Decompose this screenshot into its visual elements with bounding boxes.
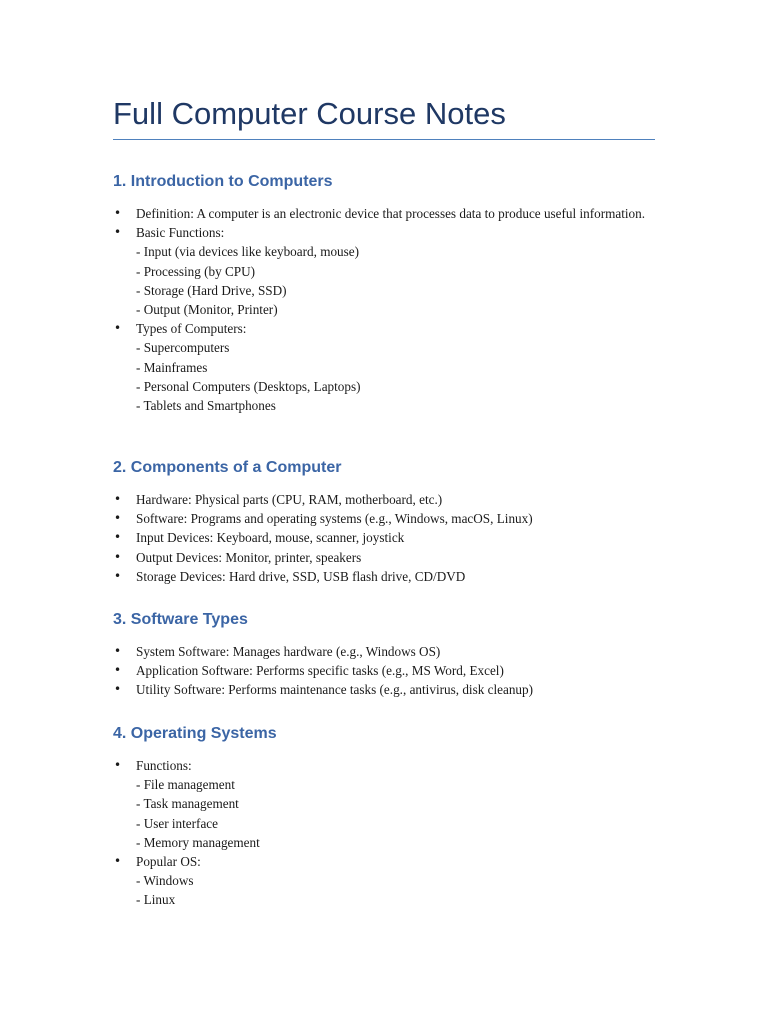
sub-item: - Linux bbox=[136, 892, 176, 908]
list-item-text: Popular OS: bbox=[136, 854, 201, 870]
list-item-text: Output Devices: Monitor, printer, speakers bbox=[136, 549, 362, 565]
list-item bbox=[113, 548, 673, 567]
bullet-icon: • bbox=[114, 549, 122, 564]
list-item bbox=[113, 680, 673, 699]
bullet-icon: • bbox=[114, 206, 122, 220]
list-item-text: System Software: Manages hardware (e.g., Windows OS) bbox=[136, 644, 441, 659]
sub-item: - Mainframes bbox=[136, 359, 208, 375]
list-item bbox=[113, 661, 673, 680]
section-heading: 1. Introduction to Computers bbox=[113, 173, 333, 190]
sub-item: - Memory management bbox=[136, 834, 260, 850]
sub-item: - Storage (Hard Drive, SSD) bbox=[136, 282, 287, 298]
list-item-text: Storage Devices: Hard drive, SSD, USB flash drive, CD/DVD bbox=[136, 568, 466, 584]
list-item-text: Input Devices: Keyboard, mouse, scanner, joystick bbox=[136, 530, 405, 546]
list-item-text: Basic Functions: bbox=[136, 225, 225, 241]
bullet-icon: • bbox=[114, 568, 122, 583]
bullet-list bbox=[113, 204, 673, 415]
section-introduction bbox=[113, 170, 673, 415]
section-operating-systems bbox=[113, 722, 673, 910]
list-item-text: Application Software: Performs specific tasks (e.g., MS Word, Excel) bbox=[136, 663, 504, 679]
sub-item: - Input (via devices like keyboard, mouse) bbox=[136, 244, 360, 260]
list-item-text: Utility Software: Performs maintenance tasks (e.g., antivirus, disk cleanup) bbox=[136, 682, 533, 698]
bullet-list bbox=[113, 642, 673, 700]
title-divider bbox=[113, 139, 655, 140]
bullet-icon: • bbox=[114, 682, 122, 697]
list-item bbox=[113, 490, 673, 509]
bullet-icon: • bbox=[114, 644, 122, 658]
section-software-types bbox=[113, 608, 673, 700]
sub-item: - Processing (by CPU) bbox=[136, 263, 256, 279]
list-item bbox=[113, 319, 673, 415]
list-item bbox=[113, 528, 673, 547]
sub-item: - Task management bbox=[136, 796, 239, 812]
sub-item: - Output (Monitor, Printer) bbox=[136, 302, 278, 318]
list-item-text: Software: Programs and operating systems (e.g., Windows, macOS, Linux) bbox=[136, 511, 533, 527]
section-heading: 4. Operating Systems bbox=[113, 725, 277, 742]
bullet-icon: • bbox=[114, 492, 122, 506]
list-item-text: Hardware: Physical parts (CPU, RAM, motherboard, etc.) bbox=[136, 492, 443, 507]
bullet-list bbox=[113, 490, 673, 586]
list-item bbox=[113, 509, 673, 528]
bullet-icon: • bbox=[114, 225, 122, 240]
sub-item: - File management bbox=[136, 777, 235, 793]
section-heading: 3. Software Types bbox=[113, 611, 248, 628]
section-heading: 2. Components of a Computer bbox=[113, 459, 342, 476]
list-item bbox=[113, 204, 673, 223]
list-item-text: Types of Computers: bbox=[136, 321, 247, 337]
sub-item: - User interface bbox=[136, 815, 219, 831]
bullet-icon: • bbox=[114, 663, 122, 678]
bullet-icon: • bbox=[114, 758, 122, 772]
sub-item: - Personal Computers (Desktops, Laptops) bbox=[136, 378, 361, 394]
list-item bbox=[113, 852, 673, 910]
list-item bbox=[113, 567, 673, 586]
sub-item: - Tablets and Smartphones bbox=[136, 398, 276, 414]
bullet-list bbox=[113, 756, 673, 910]
list-item bbox=[113, 642, 673, 661]
document-title: Full Computer Course Notes bbox=[113, 96, 506, 131]
bullet-icon: • bbox=[114, 854, 122, 869]
section-components bbox=[113, 456, 673, 586]
list-item bbox=[113, 223, 673, 319]
bullet-icon: • bbox=[114, 511, 122, 526]
list-item bbox=[113, 756, 673, 852]
bullet-icon: • bbox=[114, 530, 122, 545]
bullet-icon: • bbox=[114, 321, 122, 336]
list-item-text: Definition: A computer is an electronic device that processes data to produce useful information. bbox=[136, 206, 646, 221]
sub-item: - Supercomputers bbox=[136, 340, 230, 356]
sub-item: - Windows bbox=[136, 873, 194, 889]
list-item-text: Functions: bbox=[136, 758, 192, 773]
